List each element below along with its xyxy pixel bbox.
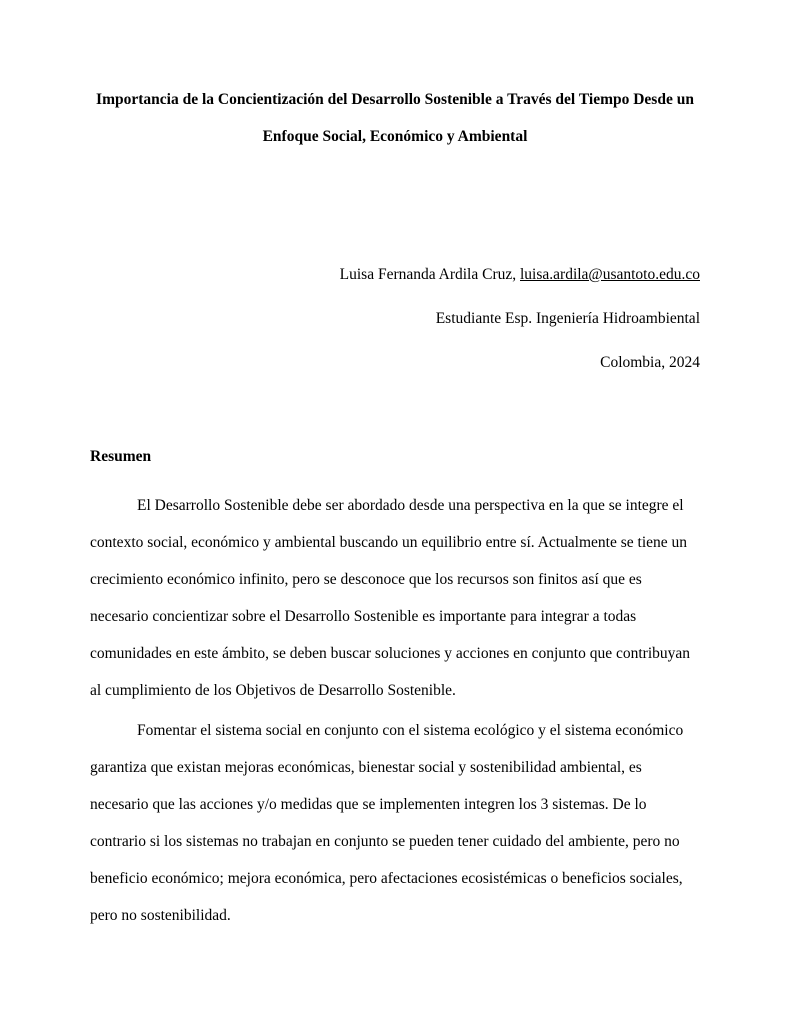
- author-affiliation-line: Estudiante Esp. Ingeniería Hidroambiental: [435, 310, 700, 327]
- paragraph-line: comunidades en este ámbito, se deben buscar soluciones y acciones en conjunto que contribuyan: [90, 645, 691, 662]
- abstract-paragraph-2: [90, 712, 700, 934]
- paragraph-line: necesario concientizar sobre el Desarrollo Sostenible es importante para integrar a todas: [90, 608, 637, 625]
- author-location-year-line: Colombia, 2024: [600, 354, 700, 371]
- author-email-link[interactable]: luisa.ardila@usantoto.edu.co: [520, 266, 700, 283]
- document-title-line-2: Enfoque Social, Económico y Ambiental: [262, 128, 528, 145]
- paragraph-line: garantiza que existan mejoras económicas, bienestar social y sostenibilidad ambiental, es: [90, 759, 642, 776]
- paragraph-line: contrario si los sistemas no trabajan en conjunto se pueden tener cuidado del ambiente, pero no: [90, 833, 680, 850]
- document-title-line-1: Importancia de la Concientización del Desarrollo Sostenible a Través del Tiempo Desde un: [96, 91, 694, 108]
- paragraph-line: crecimiento económico infinito, pero se desconoce que los recursos son finitos así que es: [90, 571, 642, 588]
- author-name: Luisa Fernanda Ardila Cruz,: [339, 266, 520, 283]
- author-block: [90, 253, 700, 385]
- paragraph-line: El Desarrollo Sostenible debe ser abordado desde una perspectiva en la que se integre el: [137, 497, 684, 514]
- paragraph-line: pero no sostenibilidad.: [90, 907, 231, 924]
- paragraph-line: Fomentar el sistema social en conjunto con el sistema ecológico y el sistema económico: [137, 722, 684, 739]
- abstract-heading: Resumen: [90, 448, 152, 465]
- paragraph-line: beneficio económico; mejora económica, pero afectaciones ecosistémicas o beneficios sociales,: [90, 870, 683, 887]
- author-name-line: [90, 253, 700, 297]
- abstract-paragraph-1: [90, 487, 700, 709]
- paragraph-line: necesario que las acciones y/o medidas que se implementen integren los 3 sistemas. De lo: [90, 796, 647, 813]
- paragraph-line: al cumplimiento de los Objetivos de Desarrollo Sostenible.: [90, 682, 456, 699]
- paragraph-line: contexto social, económico y ambiental buscando un equilibrio entre sí. Actualmente se tiene un: [90, 534, 688, 551]
- document-title: [90, 0, 700, 155]
